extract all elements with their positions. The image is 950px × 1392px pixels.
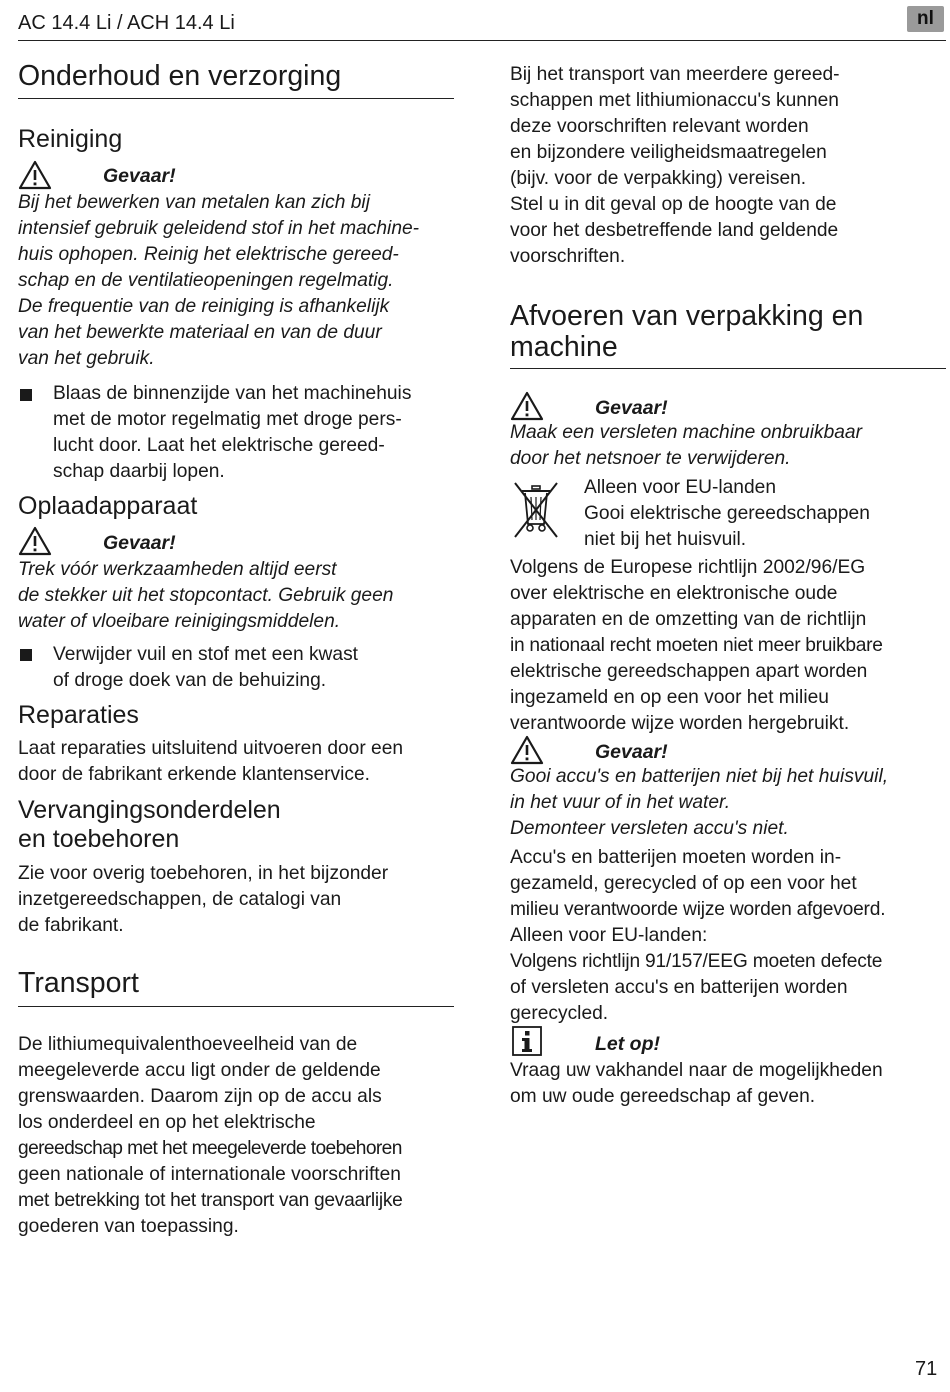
text-line: Verwijder vuil en stof met een kwast (53, 644, 359, 665)
transport-rule (18, 1006, 454, 1007)
text-line: de stekker uit het stopcontact. Gebruik geen (18, 585, 394, 606)
spare-parts-title (18, 796, 281, 854)
text-line: gereedschap met het meegeleverde toebehoren (18, 1138, 402, 1159)
cleaning-title: Reiniging (18, 125, 123, 153)
repairs-title: Reparaties (18, 701, 139, 729)
text-line: voorschriften. (510, 246, 626, 267)
text-line: Stel u in dit geval op de hoogte van de (510, 194, 837, 215)
text-line: schap daarbij lopen. (53, 461, 225, 482)
text-line: schappen met lithiumionaccu's kunnen (510, 90, 839, 111)
warning-triangle-icon (18, 526, 52, 556)
warning-triangle-icon (18, 160, 52, 190)
text-line: Maak een versleten machine onbruikbaar (510, 422, 862, 443)
text-line: elektrische gereedschappen apart worden (510, 661, 868, 682)
text-line: in het vuur of in het water. (510, 792, 731, 813)
text-line: meegeleverde accu ligt onder de geldende (18, 1060, 381, 1081)
disposal-warning-text (510, 420, 862, 472)
title-line: Afvoeren van verpakking en (510, 300, 864, 332)
battery-disposal-text (510, 845, 885, 1027)
text-line: ingezameld en op een voor het milieu (510, 687, 829, 708)
header-model: AC 14.4 Li / ACH 14.4 Li (18, 12, 235, 34)
text-line: Accu's en batterijen moeten worden in- (510, 847, 842, 868)
disposal-warning-label: Gevaar! (595, 397, 668, 419)
charger-warning-label: Gevaar! (103, 532, 176, 554)
spare-parts-text (18, 861, 388, 939)
text-line: schap en de ventilatieopeningen regelmatig. (18, 270, 394, 291)
cleaning-warning-text (18, 190, 419, 372)
warning-triangle-icon (510, 391, 544, 421)
text-line: los onderdeel en op het elektrische (18, 1112, 316, 1133)
cleaning-bullet (53, 381, 411, 485)
text-line: de fabrikant. (18, 915, 124, 936)
text-line: grenswaarden. Daarom zijn op de accu als (18, 1086, 382, 1107)
text-line: niet bij het huisvuil. (584, 529, 747, 550)
text-line: voor het desbetreffende land geldende (510, 220, 839, 241)
text-line: inzetgereedschappen, de catalogi van (18, 889, 342, 910)
text-line: Bij het transport van meerdere gereed- (510, 64, 840, 85)
text-line: en bijzondere veiligheidsmaatregelen (510, 142, 827, 163)
text-line: goederen van toepassing. (18, 1216, 239, 1237)
text-line: Trek vóór werkzaamheden altijd eerst (18, 559, 337, 580)
disposal-rule (510, 368, 946, 369)
text-line: huis ophopen. Reinig het elektrische gereed- (18, 244, 399, 265)
text-line: Volgens richtlijn 91/157/EEG moeten defecte (510, 951, 883, 972)
text-line: Demonteer versleten accu's niet. (510, 818, 789, 839)
text-line: door het netsnoer te verwijderen. (510, 448, 791, 469)
text-line: (bijv. voor de verpakking) vereisen. (510, 168, 807, 189)
directive-text (510, 555, 883, 737)
note-text (510, 1058, 883, 1110)
text-line: verantwoorde wijze worden hergebruikt. (510, 713, 850, 734)
eu-only-text (584, 475, 870, 553)
page-number: 71 (915, 1358, 938, 1380)
transport-text (18, 1032, 402, 1240)
bullet-square-icon (20, 389, 32, 401)
charger-bullet (53, 642, 358, 694)
title-line: Vervangingsonderdelen (18, 796, 281, 824)
text-line: Alleen voor EU-landen: (510, 925, 708, 946)
title-line: en toebehoren (18, 825, 180, 853)
text-line: in nationaal recht moeten niet meer bruikbare (510, 635, 883, 656)
charger-title: Oplaadapparaat (18, 492, 198, 520)
text-line: apparaten en de omzetting van de richtlijn (510, 609, 867, 630)
text-line: Volgens de Europese richtlijn 2002/96/EG (510, 557, 866, 578)
text-line: Vraag uw vakhandel naar de mogelijkheden (510, 1060, 883, 1081)
text-line: om uw oude gereedschap af geven. (510, 1086, 816, 1107)
crossed-out-bin-icon (512, 480, 560, 540)
info-icon (512, 1026, 542, 1056)
bullet-square-icon (20, 649, 32, 661)
text-line: van het gebruik. (18, 348, 155, 369)
battery-warning-label: Gevaar! (595, 741, 668, 763)
text-line: deze voorschriften relevant worden (510, 116, 809, 137)
repairs-text (18, 736, 403, 788)
maintenance-rule (18, 98, 454, 99)
note-label: Let op! (595, 1033, 660, 1055)
text-line: van het bewerkte materiaal en van de duur (18, 322, 382, 343)
text-line: of droge doek van de behuizing. (53, 670, 327, 691)
text-line: Laat reparaties uitsluitend uitvoeren door een (18, 738, 404, 759)
transport-continued-text (510, 62, 840, 270)
text-line: gerecycled. (510, 1003, 609, 1024)
text-line: De lithiumequivalenthoeveelheid van de (18, 1034, 358, 1055)
language-badge: nl (907, 6, 944, 32)
battery-warning-text (510, 764, 888, 842)
text-line: De frequentie van de reiniging is afhankelijk (18, 296, 390, 317)
header-rule (18, 40, 946, 41)
text-line: of versleten accu's en batterijen worden (510, 977, 848, 998)
text-line: intensief gebruik geleidend stof in het machine- (18, 218, 420, 239)
charger-warning-text (18, 557, 393, 635)
cleaning-warning-label: Gevaar! (103, 165, 176, 187)
text-line: Gooi elektrische gereedschappen (584, 503, 870, 524)
maintenance-title: Onderhoud en verzorging (18, 60, 342, 92)
text-line: Bij het bewerken van metalen kan zich bij (18, 192, 370, 213)
text-line: Gooi accu's en batterijen niet bij het huisvuil, (510, 766, 889, 787)
text-line: Blaas de binnenzijde van het machinehuis (53, 383, 412, 404)
text-line: Zie voor overig toebehoren, in het bijzonder (18, 863, 389, 884)
text-line: over elektrische en elektronische oude (510, 583, 838, 604)
text-line: milieu verantwoorde wijze worden afgevoerd. (510, 899, 886, 920)
disposal-title (510, 301, 863, 363)
text-line: lucht door. Laat het elektrische gereed- (53, 435, 385, 456)
text-line: met betrekking tot het transport van gevaarlijke (18, 1190, 403, 1211)
text-line: geen nationale of internationale voorschriften (18, 1164, 401, 1185)
text-line: water of vloeibare reinigingsmiddelen. (18, 611, 341, 632)
warning-triangle-icon (510, 735, 544, 765)
text-line: met de motor regelmatig met droge pers- (53, 409, 402, 430)
title-line: machine (510, 331, 618, 363)
text-line: door de fabrikant erkende klantenservice. (18, 764, 370, 785)
text-line: Alleen voor EU-landen (584, 477, 776, 498)
transport-title: Transport (18, 967, 139, 999)
text-line: gezameld, gerecycled of op een voor het (510, 873, 857, 894)
